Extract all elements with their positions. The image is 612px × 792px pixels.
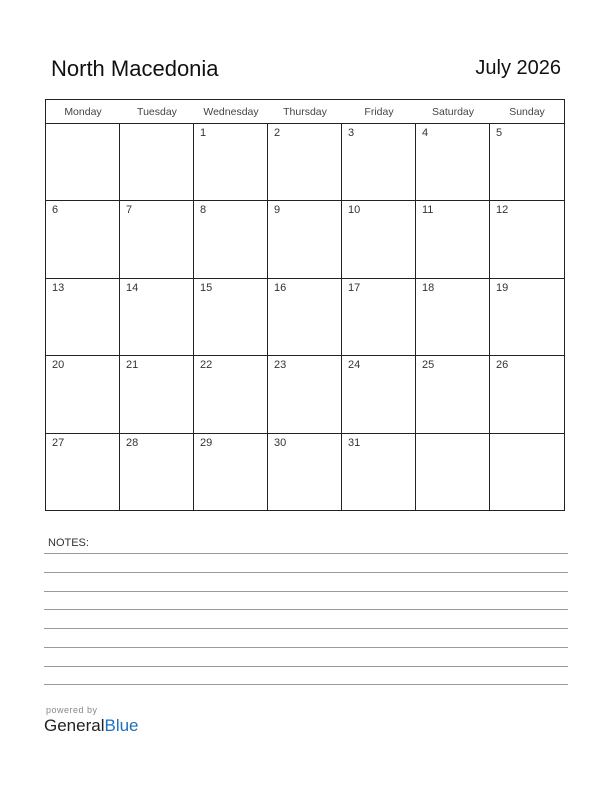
day-cell — [120, 124, 194, 201]
calendar-month-year: July 2026 — [475, 57, 561, 79]
day-cell — [268, 279, 342, 356]
day-cell — [416, 279, 490, 356]
day-cell — [342, 279, 416, 356]
day-number: 1 — [200, 127, 207, 139]
notes-line — [44, 572, 568, 573]
day-number: 22 — [200, 359, 213, 372]
day-number: 9 — [274, 204, 281, 217]
weekday-tuesday: Tuesday — [137, 106, 177, 118]
day-cell — [490, 356, 564, 433]
day-cell — [120, 434, 194, 511]
notes-line — [44, 553, 568, 554]
notes-label: NOTES: — [48, 537, 89, 549]
day-number: 28 — [126, 436, 139, 449]
weekday-monday: Monday — [64, 106, 102, 118]
day-cell — [490, 279, 564, 356]
day-number: 31 — [348, 436, 361, 449]
day-cell — [46, 201, 120, 278]
day-cells — [46, 124, 564, 511]
day-cell — [120, 279, 194, 356]
day-cell — [490, 201, 564, 278]
powered-by-text: powered by — [46, 705, 98, 715]
day-number: 7 — [126, 204, 133, 217]
generalblue-logo — [44, 716, 139, 736]
notes-line — [44, 666, 568, 667]
day-number: 19 — [496, 281, 509, 294]
day-number: 13 — [52, 281, 65, 294]
day-cell — [120, 201, 194, 278]
day-number: 8 — [200, 204, 207, 217]
day-cell — [416, 201, 490, 278]
day-number: 29 — [200, 436, 213, 449]
day-number: 12 — [496, 204, 509, 217]
weekday-saturday: Saturday — [431, 106, 475, 118]
day-number: 21 — [126, 359, 139, 372]
day-number: 14 — [126, 281, 139, 294]
day-cell — [268, 201, 342, 278]
notes-line — [44, 684, 568, 685]
day-cell — [342, 434, 416, 511]
day-number: 18 — [422, 281, 435, 294]
logo-blue: Blue — [104, 716, 139, 735]
day-cell — [268, 124, 342, 201]
day-cell — [416, 124, 490, 201]
day-cell — [46, 124, 120, 201]
day-number: 20 — [52, 359, 65, 372]
day-number: 26 — [496, 359, 509, 372]
day-cell — [490, 434, 564, 511]
notes-line — [44, 591, 568, 592]
day-cell — [120, 356, 194, 433]
weekday-sunday: Sunday — [509, 106, 545, 118]
day-cell — [46, 434, 120, 511]
day-cell — [194, 201, 268, 278]
day-number: 11 — [422, 204, 434, 217]
logo-general: General — [44, 716, 105, 735]
day-cell — [342, 124, 416, 201]
day-cell — [194, 124, 268, 201]
day-cell — [194, 434, 268, 511]
notes-line — [44, 628, 568, 629]
day-number: 6 — [52, 204, 59, 217]
day-cell — [490, 124, 564, 201]
day-number: 24 — [348, 359, 361, 372]
day-number: 4 — [422, 127, 429, 139]
day-number: 15 — [200, 281, 213, 294]
day-cell — [46, 279, 120, 356]
day-cell — [46, 356, 120, 433]
calendar-country-title: North Macedonia — [51, 56, 219, 81]
day-number: 17 — [348, 281, 361, 294]
day-cell — [268, 434, 342, 511]
weekday-thursday: Thursday — [283, 106, 327, 118]
day-cell — [342, 201, 416, 278]
day-cell — [268, 356, 342, 433]
day-number: 30 — [274, 436, 287, 449]
day-cell — [416, 356, 490, 433]
day-cell — [416, 434, 490, 511]
weekday-friday: Friday — [364, 106, 394, 118]
notes-line — [44, 609, 568, 610]
day-number: 16 — [274, 281, 287, 294]
day-number: 27 — [52, 436, 65, 449]
day-number: 23 — [274, 359, 287, 372]
day-cell — [194, 279, 268, 356]
day-number: 5 — [496, 127, 503, 139]
day-cell — [342, 356, 416, 433]
day-cell — [194, 356, 268, 433]
calendar-grid — [45, 99, 565, 511]
day-number: 25 — [422, 359, 435, 372]
day-number: 3 — [348, 127, 355, 139]
notes-line — [44, 647, 568, 648]
day-number: 2 — [274, 127, 281, 139]
weekday-wednesday: Wednesday — [203, 106, 259, 118]
day-number: 10 — [348, 204, 361, 217]
weekday-header-row — [46, 100, 564, 124]
